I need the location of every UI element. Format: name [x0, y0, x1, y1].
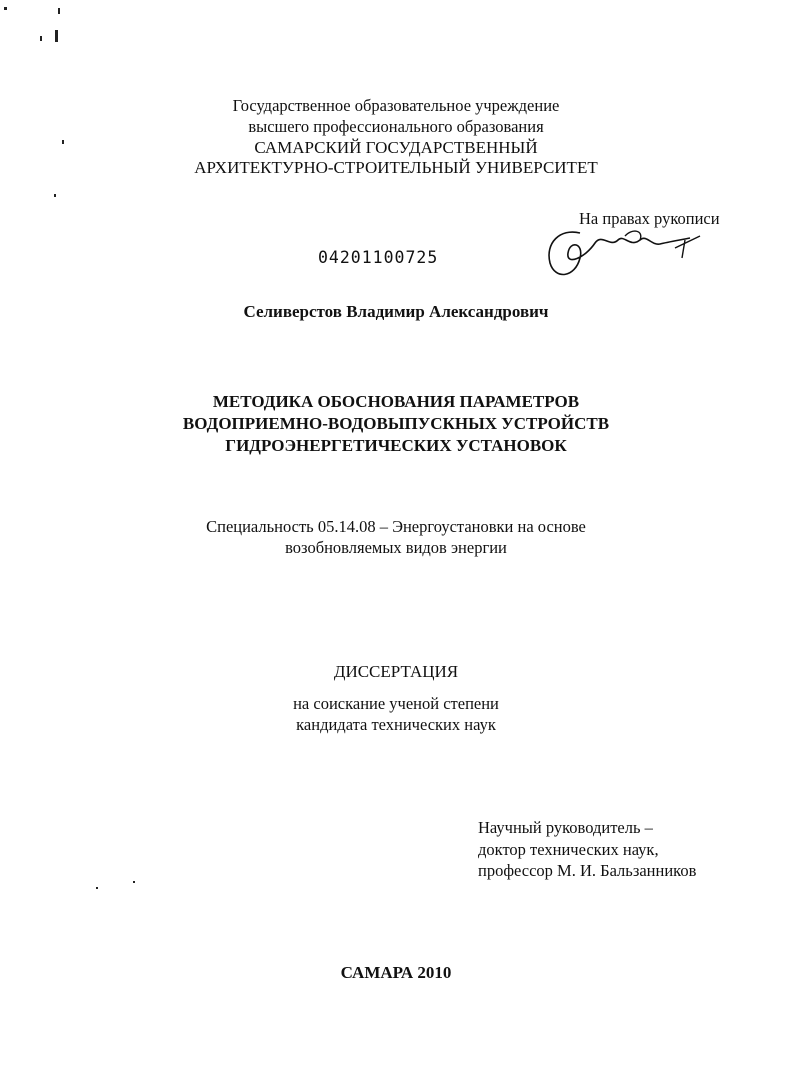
- scan-speck: [96, 887, 98, 889]
- university-name-line-2: АРХИТЕКТУРНО-СТРОИТЕЛЬНЫЙ УНИВЕРСИТЕТ: [194, 158, 598, 177]
- handwritten-signature: [540, 218, 720, 288]
- specialty-line-1: Специальность 05.14.08 – Энергоустановки на основе: [206, 517, 586, 536]
- title-line-3: ГИДРОЭНЕРГЕТИЧЕСКИХ УСТАНОВОК: [225, 436, 567, 455]
- institution-line-1: Государственное образовательное учреждение: [232, 96, 560, 115]
- supervisor-line-1: Научный руководитель –: [478, 818, 653, 837]
- catalog-number: 04201100725: [318, 248, 439, 267]
- degree-line-2: кандидата технических наук: [296, 715, 496, 734]
- scan-speck: [4, 7, 7, 10]
- institution-line-2: высшего профессионального образования: [248, 117, 544, 136]
- rights-notice: На правах рукописи: [579, 209, 720, 228]
- scan-speck: [40, 36, 42, 41]
- document-type-label: ДИССЕРТАЦИЯ: [333, 662, 459, 681]
- title-line-1: МЕТОДИКА ОБОСНОВАНИЯ ПАРАМЕТРОВ: [212, 392, 580, 411]
- scan-speck: [54, 194, 56, 197]
- scan-speck: [55, 30, 58, 42]
- degree-line-1: на соискание ученой степени: [293, 694, 499, 713]
- title-line-2: ВОДОПРИЕМНО-ВОДОВЫПУСКНЫХ УСТРОЙСТВ: [182, 414, 610, 433]
- supervisor-line-2: доктор технических наук,: [478, 840, 659, 859]
- scan-speck: [133, 881, 135, 883]
- university-name-line-1: САМАРСКИЙ ГОСУДАРСТВЕННЫЙ: [254, 138, 538, 157]
- city-year: САМАРА 2010: [340, 963, 452, 982]
- supervisor-line-3: профессор М. И. Бальзанников: [478, 861, 697, 880]
- specialty-line-2: возобновляемых видов энергии: [285, 538, 507, 557]
- scan-speck: [58, 8, 60, 14]
- author-name: Селиверстов Владимир Александрович: [243, 302, 549, 321]
